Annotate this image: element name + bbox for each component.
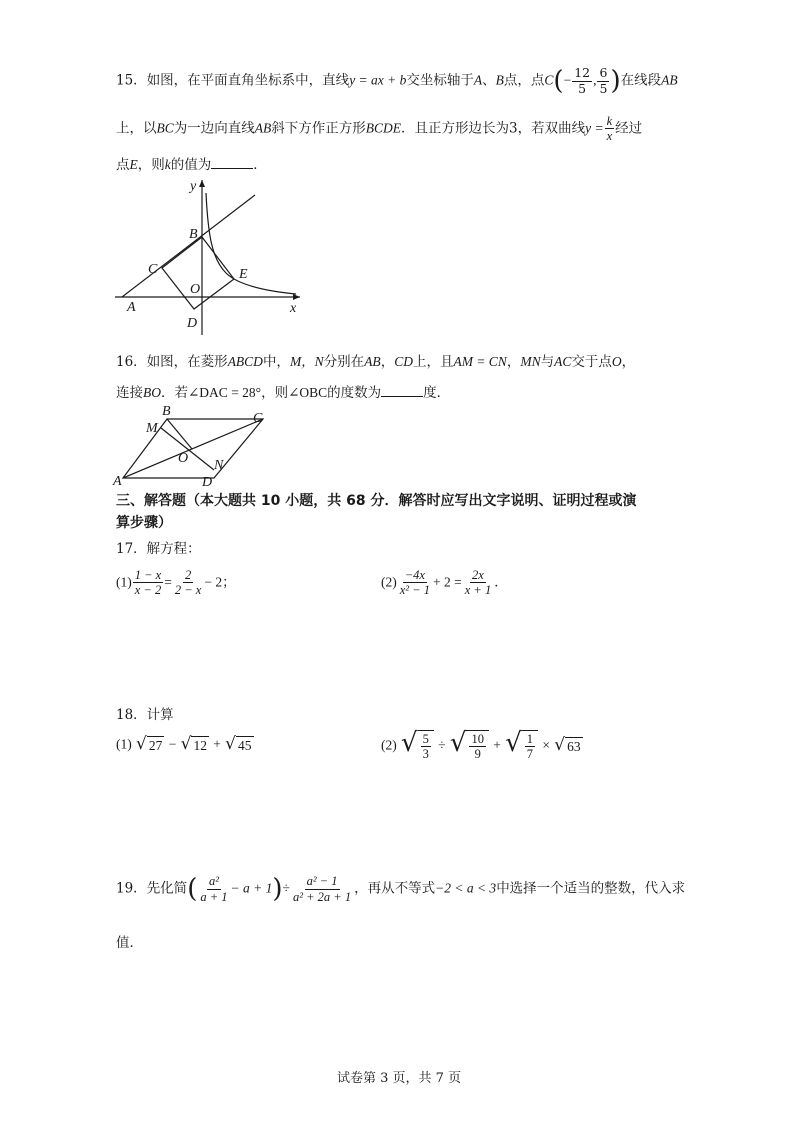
- page-footer: 试卷第 3 页，共 7 页: [337, 1071, 462, 1086]
- label-n: N: [214, 458, 224, 473]
- label-c: C: [148, 262, 158, 277]
- q18-part2: (2) √ $\frac{5}{3}$ ÷ √ $\frac{10}{9}$ + √ $\frac{1}{7}$ × √ 63: [381, 728, 581, 762]
- answer-blank: [381, 384, 423, 397]
- section3-heading-line2: 算步骤）: [116, 515, 172, 531]
- q19-line1: 19．先化简( $\frac{\text{a²}}{a + 1}$ − a + 1)÷ $\frac{\text{a² − 1}}{\text{a² + 2a + 1}}$ ，再从不等式−2 < a < 3中选择一个适当的整数，代入求: [116, 874, 686, 904]
- x-axis-arrow: [293, 294, 300, 300]
- label-b: B: [162, 404, 171, 419]
- segment-bo: [167, 419, 192, 449]
- label-b: B: [189, 227, 198, 242]
- q18-title: 18．计算: [116, 707, 174, 723]
- label-x: x: [290, 301, 297, 316]
- section3-heading-line1: 三、解答题（本大题共 10 小题，共 68 分．解答时应写出文字说明、证明过程或演: [116, 493, 637, 509]
- q18-part1: (1) √ 27 − √ 12 + √ 45: [116, 734, 252, 754]
- q15-line1: 15．如图，在平面直角坐标系中，直线y = ax + b交坐标轴于A、B点，点C(− $\frac{12}{5}$ , $\frac{6}{5}$ )在线段AB: [116, 65, 678, 96]
- label-m: M: [146, 421, 158, 436]
- y-axis-arrow: [199, 180, 205, 187]
- q17-title: 17．解方程：: [116, 541, 201, 557]
- cx-fraction: $\frac{12}{5}$: [574, 65, 591, 96]
- answer-blank: [211, 156, 253, 169]
- cy-fraction: $\frac{6}{5}$: [599, 65, 608, 96]
- q16-line2: 连接BO．若∠DAC = 28°，则∠OBC的度数为 度．: [116, 385, 451, 401]
- label-o: O: [178, 451, 189, 466]
- q15-line2: 上，以BC为一边向直线AB斜下方作正方形BCDE．且正方形边长为3，若双曲线y = $\frac{k}{x}$ 经过: [116, 114, 643, 144]
- label-d: D: [202, 475, 213, 488]
- k-over-x-fraction: $\frac{k}{x}$: [606, 114, 613, 144]
- hyperbola-curve: [206, 193, 296, 294]
- q17-part2: (2) $\frac{-4x}{\text{x² − 1}}$ + 2 = $\frac{2x}{x + 1}$ ．: [381, 568, 508, 598]
- q17-part1: (1) $\frac{1 - x}{x - 2}$ = $\frac{2}{2 - x}$ − 2；: [116, 568, 236, 598]
- line-ab: [122, 195, 255, 297]
- label-a: A: [127, 300, 136, 315]
- label-o: O: [190, 282, 201, 297]
- q16-figure: [110, 400, 280, 488]
- label-d: D: [187, 316, 198, 331]
- label-y: y: [190, 179, 197, 194]
- q15-figure: [110, 175, 310, 340]
- square-bcde: [162, 237, 234, 309]
- q19-line2: 值．: [116, 935, 143, 951]
- label-e: E: [239, 267, 248, 282]
- q16-line1: 16．如图，在菱形ABCD中，M，N分别在AB，CD上，且AM = CN，MN与AC交于点O，: [116, 354, 636, 370]
- label-c: C: [253, 411, 263, 426]
- diagonal-ac: [123, 419, 263, 478]
- q15-line3: 点E，则k的值为 ．: [116, 157, 267, 173]
- label-a: A: [113, 474, 122, 488]
